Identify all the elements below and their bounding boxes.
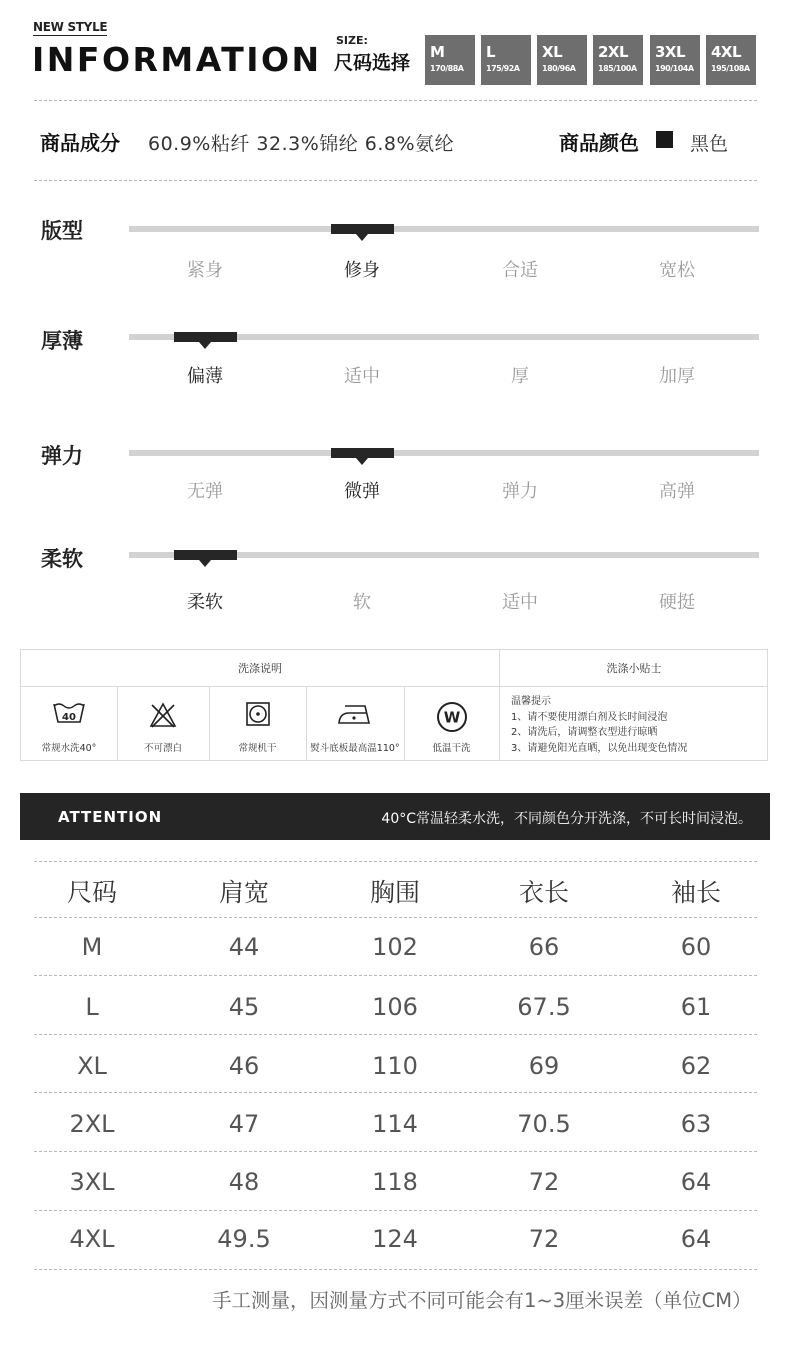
care-item-wash	[21, 687, 117, 761]
size-measure: 180/96A	[542, 64, 576, 73]
scale-option: 加厚	[659, 366, 695, 387]
table-cell: 64	[680, 1225, 712, 1253]
care-item-dry	[209, 687, 306, 761]
wash-care-table	[20, 649, 768, 761]
table-cell: 62	[680, 1052, 712, 1080]
size-option-xl[interactable]	[537, 35, 587, 85]
tip-item: 1、请不要使用漂白剂及长时间浸泡	[511, 711, 668, 723]
scale-option: 偏薄	[187, 366, 223, 387]
table-divider	[34, 975, 757, 976]
divider	[499, 650, 500, 760]
scale-pointer	[356, 458, 368, 465]
tips-title: 温馨提示	[511, 696, 551, 707]
table-cell: 45	[228, 993, 260, 1021]
property-label: 柔软	[41, 547, 83, 571]
table-cell: 4XL	[69, 1225, 115, 1253]
table-cell: 110	[372, 1052, 418, 1080]
wash-tips-header: 洗涤小贴士	[606, 662, 662, 675]
size-measure: 185/100A	[598, 64, 637, 73]
table-divider	[34, 861, 757, 862]
table-cell: 61	[680, 993, 712, 1021]
table-cell: 66	[528, 933, 560, 961]
tip-item: 3、请避免阳光直晒，以免出现变色情况	[511, 742, 688, 754]
scale-option: 宽松	[659, 260, 695, 281]
scale-track	[129, 450, 759, 456]
wet-clean-icon	[436, 701, 468, 733]
scale-option: 厚	[511, 366, 529, 387]
care-caption: 低温干洗	[432, 743, 471, 754]
size-option-2xl[interactable]	[593, 35, 643, 85]
scale-option: 高弹	[659, 481, 695, 502]
attention-title: ATTENTION	[58, 808, 163, 826]
table-header: 胸围	[369, 878, 420, 907]
table-cell: 2XL	[69, 1110, 115, 1138]
care-caption: 不可漂白	[143, 743, 182, 754]
scale-option: 软	[353, 592, 371, 613]
wash-instructions-header: 洗涤说明	[238, 662, 282, 675]
table-cell: M	[81, 933, 103, 961]
size-option-m[interactable]	[425, 35, 475, 85]
table-cell: 118	[372, 1168, 418, 1196]
wash-temp-symbol: 40	[62, 712, 76, 723]
wash-tub-40-icon	[52, 701, 86, 725]
care-item-bleach	[117, 687, 209, 761]
measurement-note: 手工测量，因测量方式不同可能会有1~3厘米误差（单位CM）	[212, 1289, 752, 1312]
size-name: 2XL	[598, 43, 629, 61]
size-name: 4XL	[711, 43, 742, 61]
scale-marker	[331, 224, 394, 234]
size-label-cn: 尺码选择	[334, 52, 411, 74]
scale-option: 适中	[344, 366, 380, 387]
table-cell: 102	[372, 933, 418, 961]
table-cell: 48	[228, 1168, 260, 1196]
table-header: 袖长	[670, 878, 721, 907]
scale-pointer	[199, 342, 211, 349]
table-divider	[34, 1092, 757, 1093]
table-cell: 114	[372, 1110, 418, 1138]
color-label: 商品颜色	[559, 131, 639, 155]
size-option-3xl[interactable]	[650, 35, 700, 85]
scale-pointer	[199, 560, 211, 567]
care-caption: 熨斗底板最高温110°	[310, 743, 400, 754]
scale-option: 无弹	[187, 481, 223, 502]
tip-item: 2、请洗后，请调整衣型进行晾晒	[511, 727, 658, 738]
divider	[34, 100, 757, 101]
size-name: XL	[542, 43, 563, 61]
table-cell: 46	[228, 1052, 260, 1080]
table-cell: 70.5	[517, 1110, 571, 1138]
color-swatch	[656, 131, 673, 148]
scale-option: 紧身	[187, 260, 223, 281]
scale-marker	[174, 332, 237, 342]
material-value: 60.9%粘纤 32.3%锦纶 6.8%氨纶	[148, 133, 455, 155]
table-cell: 64	[680, 1168, 712, 1196]
wash-tips	[511, 694, 687, 756]
table-cell: 47	[228, 1110, 260, 1138]
size-label-en: SIZE:	[336, 34, 368, 47]
scale-pointer	[356, 234, 368, 241]
table-cell: 72	[528, 1168, 560, 1196]
tumble-dry-icon	[245, 701, 271, 727]
size-measure: 170/88A	[430, 64, 464, 73]
color-value: 黑色	[690, 133, 729, 155]
scale-marker	[174, 550, 237, 560]
table-cell: 63	[680, 1110, 712, 1138]
table-cell: 72	[528, 1225, 560, 1253]
size-name: L	[486, 43, 496, 61]
scale-option: 硬挺	[659, 592, 695, 613]
scale-option: 弹力	[502, 481, 538, 502]
size-name: 3XL	[655, 43, 686, 61]
page-title: INFORMATION	[32, 40, 322, 79]
scale-option: 合适	[502, 260, 538, 281]
material-label: 商品成分	[40, 131, 120, 155]
table-cell: 124	[372, 1225, 418, 1253]
care-caption: 常规机干	[238, 743, 277, 754]
size-measure: 195/108A	[711, 64, 750, 73]
property-label: 版型	[41, 219, 83, 243]
dryclean-symbol: W	[443, 708, 460, 727]
care-item-iron	[306, 687, 404, 761]
table-header: 尺码	[66, 878, 117, 907]
size-measure: 190/104A	[655, 64, 694, 73]
scale-option: 适中	[502, 592, 538, 613]
table-cell: 49.5	[217, 1225, 271, 1253]
table-cell: L	[85, 993, 99, 1021]
attention-bar	[20, 793, 770, 840]
table-cell: 69	[528, 1052, 560, 1080]
table-cell: XL	[77, 1052, 107, 1080]
new-style-label: NEW STYLE	[33, 20, 108, 34]
scale-option: 柔软	[187, 592, 223, 613]
iron-icon	[335, 701, 375, 727]
scale-option: 修身	[344, 260, 380, 281]
table-header: 衣长	[518, 878, 569, 907]
care-item-dryclean	[404, 687, 499, 761]
table-cell: 106	[372, 993, 418, 1021]
table-cell: 44	[228, 933, 260, 961]
scale-marker	[331, 448, 394, 458]
divider	[34, 180, 757, 181]
attention-text: 40°C常温轻柔水洗，不同颜色分开洗涤，不可长时间浸泡。	[381, 811, 752, 827]
table-cell: 60	[680, 933, 712, 961]
table-header: 肩宽	[218, 878, 269, 907]
property-label: 厚薄	[41, 329, 83, 353]
table-divider	[34, 1151, 757, 1152]
scale-option: 微弹	[344, 481, 380, 502]
table-divider	[34, 917, 757, 918]
table-divider	[34, 1210, 757, 1211]
table-divider	[34, 1034, 757, 1035]
no-bleach-icon	[148, 701, 178, 729]
care-caption: 常规水洗40°	[41, 743, 97, 754]
table-cell: 67.5	[517, 993, 571, 1021]
size-option-l[interactable]	[481, 35, 531, 85]
size-option-4xl[interactable]	[706, 35, 756, 85]
scale-track	[129, 226, 759, 232]
size-name: M	[430, 43, 445, 61]
table-cell: 3XL	[69, 1168, 115, 1196]
property-label: 弹力	[41, 444, 83, 468]
size-measure: 175/92A	[486, 64, 520, 73]
table-divider	[34, 1269, 757, 1270]
